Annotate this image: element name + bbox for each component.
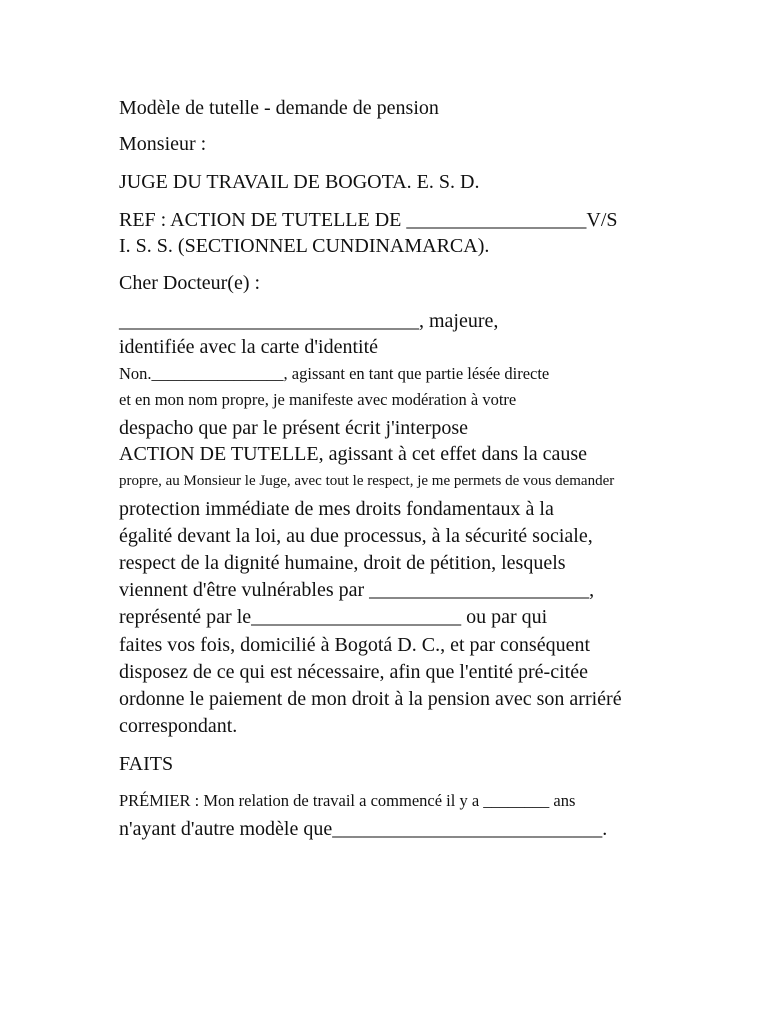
body-line: identifiée avec la carte d'identité <box>119 336 379 358</box>
fact-1-line-2: n'ayant d'autre modèle que___________________________. <box>119 818 608 840</box>
greeting: Cher Docteur(e) : <box>119 272 261 294</box>
document-title: Modèle de tutelle - demande de pension <box>119 97 439 119</box>
body-line: correspondant. <box>119 715 238 737</box>
body-line: ACTION DE TUTELLE, agissant à cet effet dans la cause <box>119 443 587 465</box>
body-line: faites vos fois, domicilié à Bogotá D. C., et par conséquent <box>119 634 591 656</box>
salutation: Monsieur : <box>119 133 207 155</box>
body-line: représenté par le_____________________ ou par qui <box>119 606 548 628</box>
body-line: respect de la dignité humaine, droit de pétition, lesquels <box>119 552 566 574</box>
body-line: ______________________________, majeure, <box>119 310 499 332</box>
fact-1-line-1: PRÉMIER : Mon relation de travail a commencé il y a ________ ans <box>119 791 576 810</box>
facts-heading: FAITS <box>119 753 174 775</box>
body-line: disposez de ce qui est nécessaire, afin que l'entité pré-citée <box>119 661 588 683</box>
addressee: JUGE DU TRAVAIL DE BOGOTA. E. S. D. <box>119 171 480 193</box>
body-line: Non.________________, agissant en tant que partie lésée directe <box>119 364 550 383</box>
body-line: despacho que par le présent écrit j'interpose <box>119 417 469 439</box>
body-line: protection immédiate de mes droits fondamentaux à la <box>119 498 554 520</box>
reference-line-1: REF : ACTION DE TUTELLE DE __________________V/S <box>119 209 618 231</box>
body-line: viennent d'être vulnérables par ______________________, <box>119 579 595 601</box>
body-line: et en mon nom propre, je manifeste avec modération à votre <box>119 390 517 409</box>
body-line: ordonne le paiement de mon droit à la pension avec son arriéré <box>119 688 622 710</box>
body-line: propre, au Monsieur le Juge, avec tout le respect, je me permets de vous demander <box>119 473 615 489</box>
reference-line-2: I. S. S. (SECTIONNEL CUNDINAMARCA). <box>119 235 490 257</box>
body-line: égalité devant la loi, au due processus, à la sécurité sociale, <box>119 525 593 547</box>
